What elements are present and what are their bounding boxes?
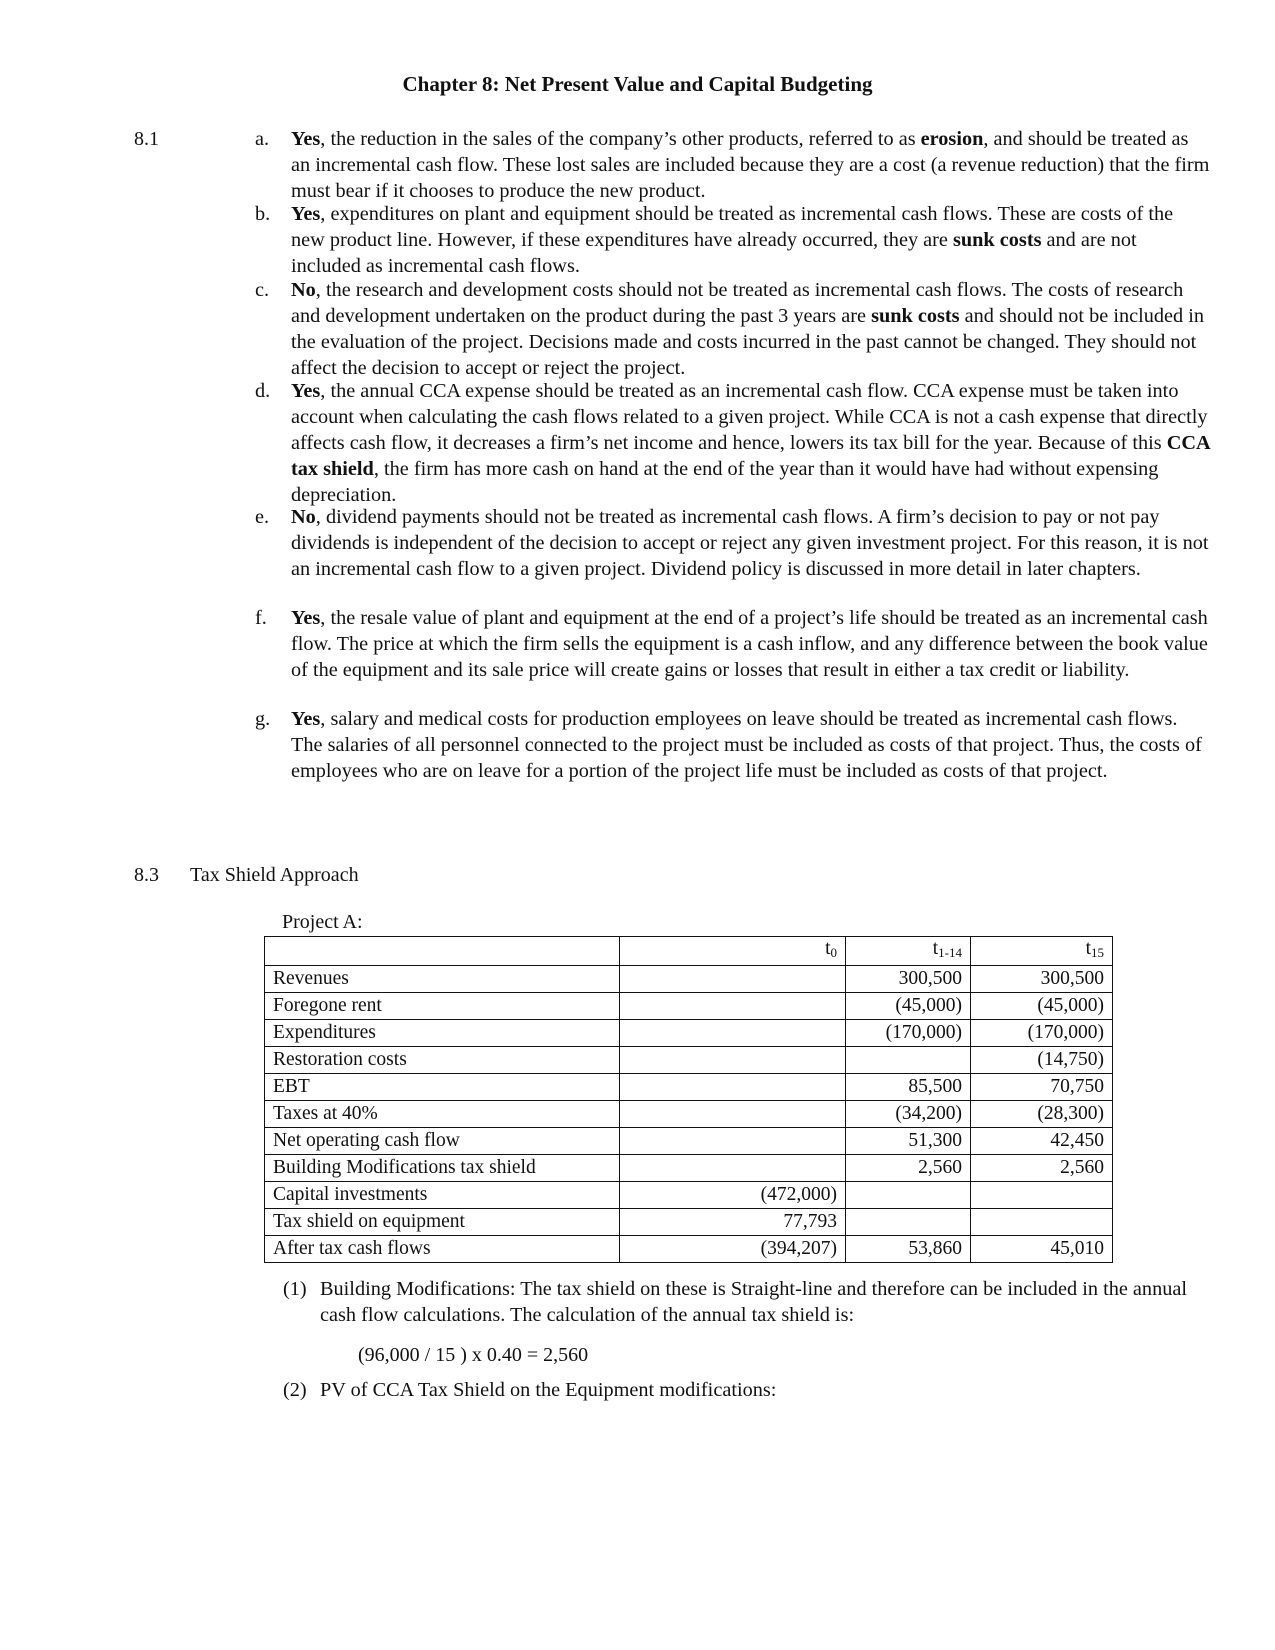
answer-item bbox=[255, 504, 1210, 582]
table-row bbox=[265, 1128, 1113, 1155]
cell-t0 bbox=[620, 966, 846, 993]
answer-letter: a. bbox=[255, 128, 270, 150]
bold-term: No bbox=[291, 279, 316, 301]
cell-t15: (170,000) bbox=[971, 1020, 1113, 1047]
row-label: Expenditures bbox=[265, 1020, 620, 1047]
header-blank-cell bbox=[265, 937, 620, 966]
text-run: , the resale value of plant and equipment at the end of a project’s life should be treated as an incremental cash flow. The price at which the firm sells the equipment is a cash inflow, and any difference between the book value of the equipment and its sale price will create gains or losses that result in either a tax credit or liability. bbox=[291, 607, 1208, 681]
cell-t15: 42,450 bbox=[971, 1128, 1113, 1155]
row-label: Restoration costs bbox=[265, 1047, 620, 1074]
header-subscript: 15 bbox=[1091, 945, 1104, 960]
answer-letter: b. bbox=[255, 203, 271, 225]
cell-t1-14: 300,500 bbox=[846, 966, 971, 993]
answer-text bbox=[291, 504, 1210, 582]
cell-t15: 2,560 bbox=[971, 1155, 1113, 1182]
cell-t15: 300,500 bbox=[971, 966, 1113, 993]
table-row bbox=[265, 1074, 1113, 1101]
cell-t0 bbox=[620, 1074, 846, 1101]
header-subscript: 1-14 bbox=[938, 945, 962, 960]
project-label: Project A: bbox=[282, 911, 363, 933]
bold-term: No bbox=[291, 506, 316, 528]
bold-term: erosion bbox=[920, 128, 984, 150]
answer-letter: g. bbox=[255, 708, 271, 730]
bold-term: CCA tax shield bbox=[291, 432, 1210, 480]
text-run: , expenditures on plant and equipment should be treated as incremental cash flows. These are costs of the new product line. However, if these expenditures have already occurred, they are bbox=[291, 203, 1174, 251]
cell-t0 bbox=[620, 1047, 846, 1074]
answer-item bbox=[255, 201, 1210, 279]
note-number: (2) bbox=[283, 1379, 307, 1401]
cell-t0: 77,793 bbox=[620, 1209, 846, 1236]
text-run: and are not included as incremental cash flows. bbox=[291, 229, 1137, 277]
row-label: Tax shield on equipment bbox=[265, 1209, 620, 1236]
cell-t1-14: 85,500 bbox=[846, 1074, 971, 1101]
cell-t15 bbox=[971, 1209, 1113, 1236]
cell-t15: 45,010 bbox=[971, 1236, 1113, 1263]
text-run: and should not be included in the evaluation of the project. Decisions made and costs incurred in the past cannot be changed. They should not affect the decision to accept or reject the project. bbox=[291, 305, 1205, 379]
section-heading: Tax Shield Approach bbox=[190, 864, 359, 886]
table-row bbox=[265, 1209, 1113, 1236]
answer-item bbox=[255, 378, 1210, 508]
row-label: After tax cash flows bbox=[265, 1236, 620, 1263]
bold-term: Yes bbox=[291, 203, 321, 225]
table-row bbox=[265, 1020, 1113, 1047]
text-run: , dividend payments should not be treated as incremental cash flows. A firm’s decision to pay or not pay dividends is independent of the decision to accept or reject any given investment project. For this reason, it is not an incremental cash flow to a given project. Dividend policy is discussed in more detail in later chapters. bbox=[291, 506, 1209, 580]
bold-term: sunk costs bbox=[952, 229, 1042, 251]
cash-flow-table bbox=[264, 936, 1113, 1263]
row-label: Taxes at 40% bbox=[265, 1101, 620, 1128]
text-run: , the annual CCA expense should be treated as an incremental cash flow. CCA expense must be taken into account when calculating the cash flows related to a given project. While CCA is not a cash expense that directly affects cash flow, it decreases a firm’s net income and hence, lowers its tax bill for the year. Because of this bbox=[291, 380, 1208, 454]
table-row bbox=[265, 1047, 1113, 1074]
cell-t1-14: 53,860 bbox=[846, 1236, 971, 1263]
answer-letter: d. bbox=[255, 380, 271, 402]
bold-term: Yes bbox=[291, 607, 321, 629]
cell-t1-14 bbox=[846, 1047, 971, 1074]
cell-t0: (394,207) bbox=[620, 1236, 846, 1263]
tax-shield-formula: (96,000 / 15 ) x 0.40 = 2,560 bbox=[358, 1344, 589, 1366]
cell-t1-14: 51,300 bbox=[846, 1128, 971, 1155]
cell-t15: 70,750 bbox=[971, 1074, 1113, 1101]
page-title: Chapter 8: Net Present Value and Capital Budgeting bbox=[402, 72, 873, 96]
cell-t1-14: (34,200) bbox=[846, 1101, 971, 1128]
text-run: , salary and medical costs for production employees on leave should be treated as incremental cash flows. The salaries of all personnel connected to the project must be included as costs of that project. Thus, the costs of employees who are on leave for a portion of the project life must be included as costs of that project. bbox=[291, 708, 1202, 782]
question-number-8-1: 8.1 bbox=[134, 128, 159, 150]
note-1 bbox=[283, 1276, 1213, 1328]
answer-item bbox=[255, 605, 1210, 683]
cell-t0: (472,000) bbox=[620, 1182, 846, 1209]
cell-t0 bbox=[620, 1020, 846, 1047]
column-header bbox=[846, 937, 971, 966]
answer-item bbox=[255, 706, 1210, 784]
cell-t1-14 bbox=[846, 1182, 971, 1209]
cell-t0 bbox=[620, 993, 846, 1020]
answer-text bbox=[291, 201, 1210, 279]
bold-term: Yes bbox=[291, 128, 321, 150]
header-subscript: 0 bbox=[830, 945, 837, 960]
cell-t0 bbox=[620, 1128, 846, 1155]
column-header bbox=[620, 937, 846, 966]
answer-text bbox=[291, 605, 1210, 683]
answer-item bbox=[255, 277, 1210, 381]
answer-text bbox=[291, 706, 1210, 784]
cell-t1-14: (170,000) bbox=[846, 1020, 971, 1047]
table-header-row bbox=[265, 937, 1113, 966]
answer-item bbox=[255, 126, 1210, 204]
table-row bbox=[265, 1101, 1113, 1128]
row-label: EBT bbox=[265, 1074, 620, 1101]
note-number: (1) bbox=[283, 1278, 307, 1300]
row-label: Capital investments bbox=[265, 1182, 620, 1209]
bold-term: Yes bbox=[291, 380, 321, 402]
table-row bbox=[265, 1236, 1113, 1263]
table-row bbox=[265, 1155, 1113, 1182]
cell-t15: (14,750) bbox=[971, 1047, 1113, 1074]
cell-t15: (45,000) bbox=[971, 993, 1113, 1020]
answer-letter: e. bbox=[255, 506, 270, 528]
note-text: Building Modifications: The tax shield on these is Straight-line and therefore can be included in the annual cash flow calculations. The calculation of the annual tax shield is: bbox=[320, 1278, 1187, 1326]
question-number-8-3: 8.3 bbox=[134, 864, 159, 886]
bold-term: sunk costs bbox=[871, 305, 960, 327]
header-base: t bbox=[1085, 938, 1091, 959]
row-label: Building Modifications tax shield bbox=[265, 1155, 620, 1182]
answer-text bbox=[291, 277, 1210, 381]
table-row bbox=[265, 1182, 1113, 1209]
answer-text bbox=[291, 378, 1210, 508]
row-label: Net operating cash flow bbox=[265, 1128, 620, 1155]
header-base: t bbox=[932, 938, 939, 959]
answer-letter: f. bbox=[255, 607, 267, 629]
table-row bbox=[265, 993, 1113, 1020]
header-base: t bbox=[825, 938, 831, 959]
column-header bbox=[971, 937, 1113, 966]
text-run: , the reduction in the sales of the company’s other products, referred to as bbox=[320, 128, 921, 150]
row-label: Revenues bbox=[265, 966, 620, 993]
cell-t15: (28,300) bbox=[971, 1101, 1113, 1128]
note-text: PV of CCA Tax Shield on the Equipment modifications: bbox=[320, 1379, 777, 1401]
table-row bbox=[265, 966, 1113, 993]
note-2 bbox=[283, 1377, 1213, 1403]
cell-t1-14: 2,560 bbox=[846, 1155, 971, 1182]
row-label: Foregone rent bbox=[265, 993, 620, 1020]
bold-term: Yes bbox=[291, 708, 321, 730]
text-run: , the firm has more cash on hand at the end of the year than it would have had without expensing depreciation. bbox=[291, 458, 1159, 506]
cell-t0 bbox=[620, 1101, 846, 1128]
cell-t0 bbox=[620, 1155, 846, 1182]
text-run: , the research and development costs should not be treated as incremental cash flows. The costs of research and development undertaken on the product during the past 3 years are bbox=[291, 279, 1184, 327]
text-run: , and should be treated as an incremental cash flow. These lost sales are included because they are a cost (a revenue reduction) that the firm must bear if it chooses to produce the new product. bbox=[291, 128, 1210, 202]
cell-t1-14: (45,000) bbox=[846, 993, 971, 1020]
cell-t15 bbox=[971, 1182, 1113, 1209]
answer-letter: c. bbox=[255, 279, 270, 301]
answer-text bbox=[291, 126, 1210, 204]
cell-t1-14 bbox=[846, 1209, 971, 1236]
